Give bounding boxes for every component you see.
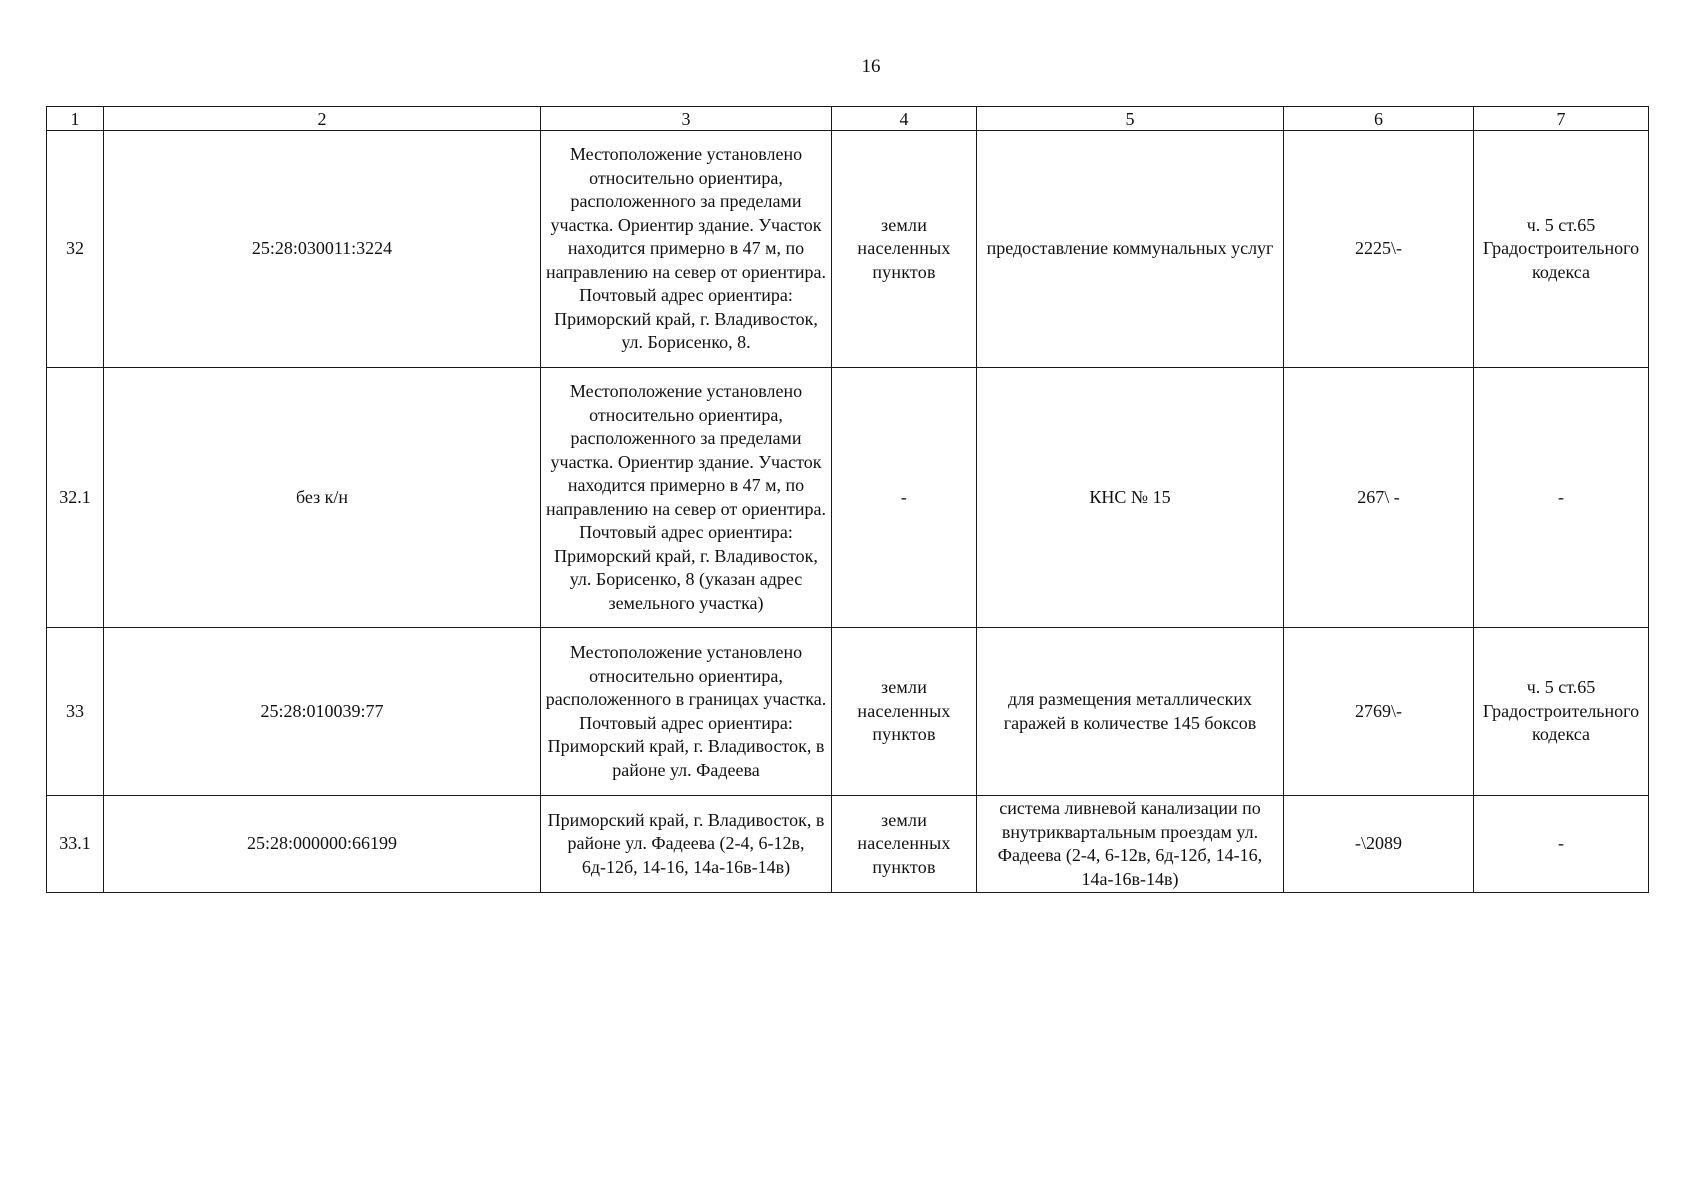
land-category: земли населенных пунктов	[832, 131, 977, 368]
row-number: 32	[47, 131, 104, 368]
header-col-7: 7	[1474, 107, 1649, 131]
permitted-use: предоставление коммунальных услуг	[977, 131, 1284, 368]
permitted-use: КНС № 15	[977, 368, 1284, 628]
plot-area: 2225\-	[1284, 131, 1474, 368]
land-category: земли населенных пунктов	[832, 796, 977, 893]
cadastral-number: 25:28:010039:77	[104, 628, 541, 796]
land-plots-table	[46, 106, 1649, 893]
permitted-use: система ливневой канализации по внутриквартальным проездам ул. Фадеева (2-4, 6-12в, 6д-12б, 14-16, 14а-16в-14в)	[977, 796, 1284, 893]
plot-area: -\2089	[1284, 796, 1474, 893]
legal-basis: ч. 5 ст.65 Градостроительного кодекса	[1474, 131, 1649, 368]
land-category: земли населенных пунктов	[832, 628, 977, 796]
plot-location: Местоположение установлено относительно ориентира, расположенного в границах участка. Почтовый адрес ориентира: Приморский край, г. Владивосток, в районе ул. Фадеева	[541, 628, 832, 796]
header-col-4: 4	[832, 107, 977, 131]
row-number: 32.1	[47, 368, 104, 628]
table-row	[47, 796, 1649, 893]
legal-basis: ч. 5 ст.65 Градостроительного кодекса	[1474, 628, 1649, 796]
plot-location: Местоположение установлено относительно ориентира, расположенного за пределами участка. Ориентир здание. Участок находится примерно в 47 м, по направлению на север от ориентира. Почтовый адрес ориентира: Приморский край, г. Владивосток, ул. Борисенко, 8.	[541, 131, 832, 368]
row-number: 33.1	[47, 796, 104, 893]
cadastral-number: 25:28:030011:3224	[104, 131, 541, 368]
header-col-6: 6	[1284, 107, 1474, 131]
row-number: 33	[47, 628, 104, 796]
plot-location: Приморский край, г. Владивосток, в районе ул. Фадеева (2-4, 6-12в, 6д-12б, 14-16, 14а-16в-14в)	[541, 796, 832, 893]
page-number: 16	[861, 56, 881, 77]
cadastral-number: без к/н	[104, 368, 541, 628]
table-row	[47, 628, 1649, 796]
table-row	[47, 368, 1649, 628]
header-col-2: 2	[104, 107, 541, 131]
plot-location: Местоположение установлено относительно ориентира, расположенного за пределами участка. Ориентир здание. Участок находится примерно в 47 м, по направлению на север от ориентира. Почтовый адрес ориентира: Приморский край, г. Владивосток, ул. Борисенко, 8 (указан адрес земельного участка)	[541, 368, 832, 628]
header-col-1: 1	[47, 107, 104, 131]
land-category: -	[832, 368, 977, 628]
table-header-row	[47, 107, 1649, 131]
legal-basis: -	[1474, 368, 1649, 628]
permitted-use: для размещения металлических гаражей в количестве 145 боксов	[977, 628, 1284, 796]
legal-basis: -	[1474, 796, 1649, 893]
header-col-3: 3	[541, 107, 832, 131]
plot-area: 267\ -	[1284, 368, 1474, 628]
table-row	[47, 131, 1649, 368]
header-col-5: 5	[977, 107, 1284, 131]
cadastral-number: 25:28:000000:66199	[104, 796, 541, 893]
plot-area: 2769\-	[1284, 628, 1474, 796]
